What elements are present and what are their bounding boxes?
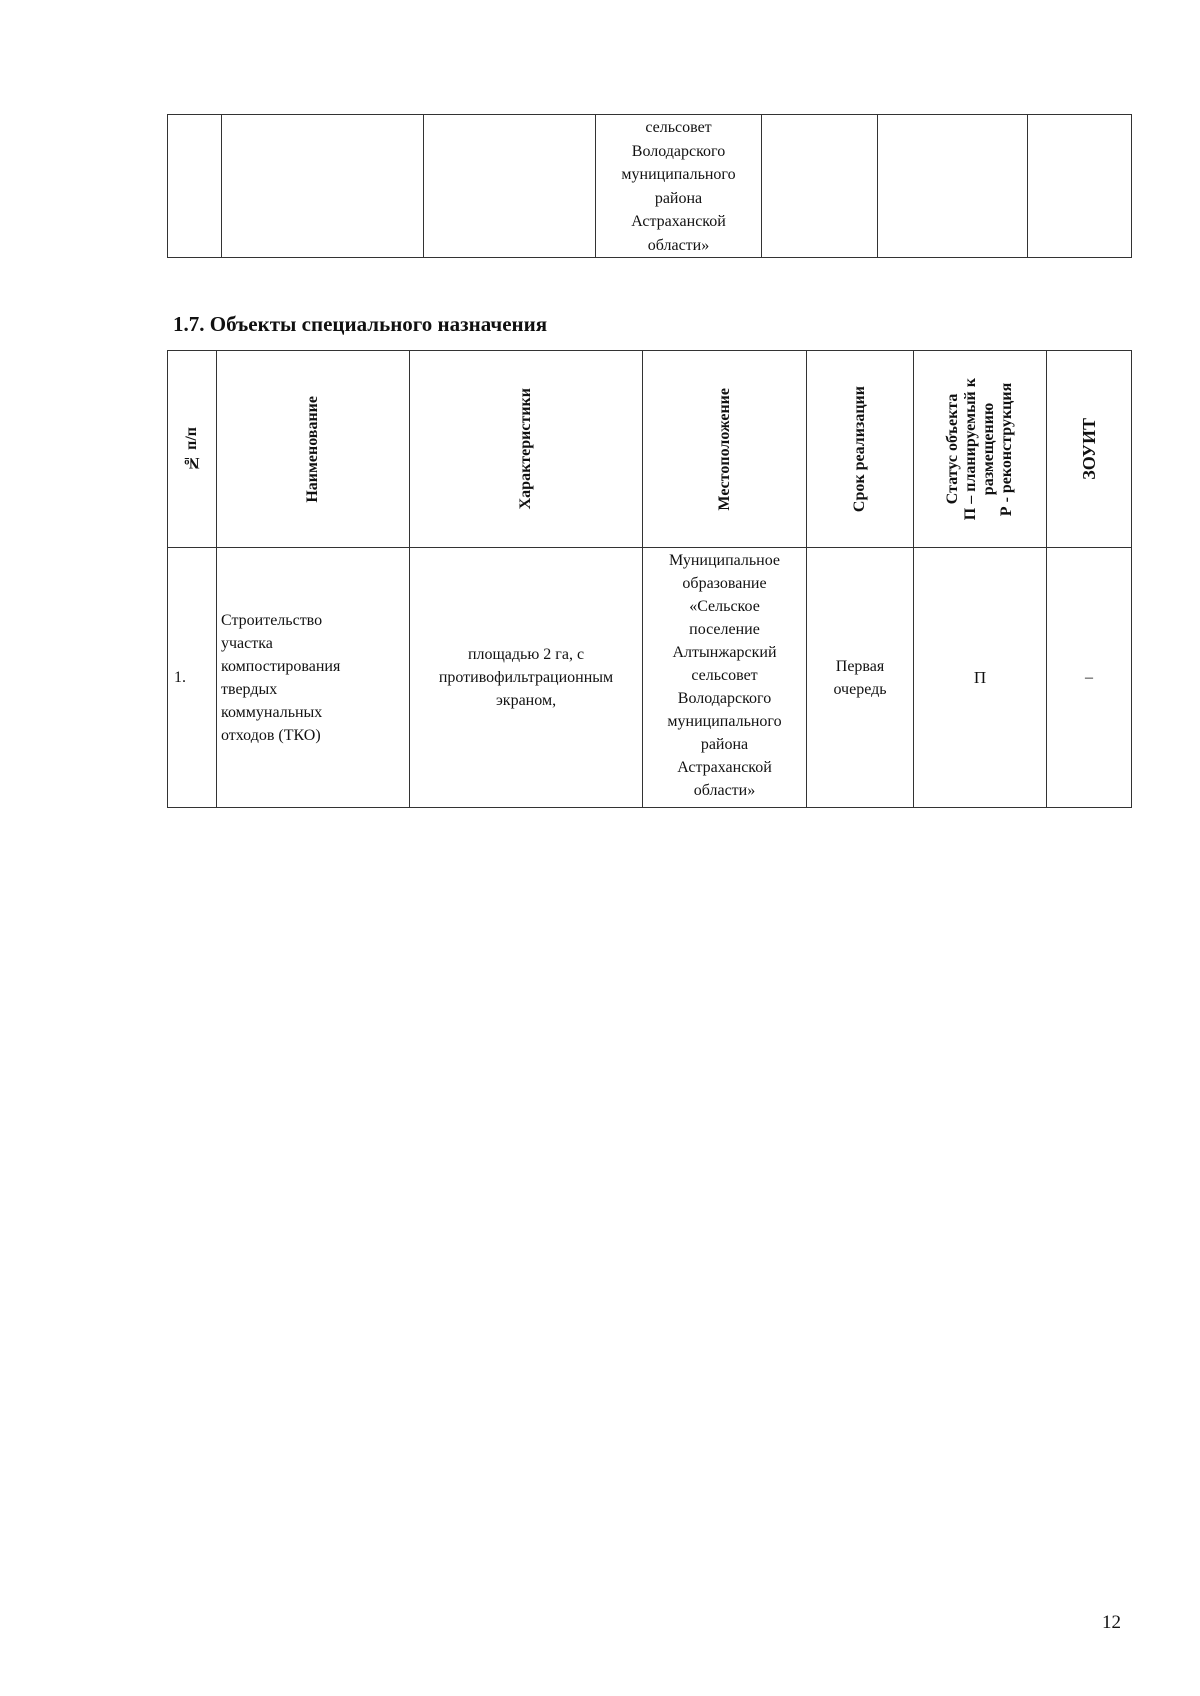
location-cell <box>596 115 762 258</box>
page-number: 12 <box>1102 1612 1121 1633</box>
table-cell <box>168 115 222 258</box>
cell-location: Муниципальное образование «Сельское поселение Алтынжарский сельсовет Володарского муниципального района Астраханской области» <box>643 548 807 808</box>
table-cell <box>878 115 1028 258</box>
cell-status: П <box>914 548 1047 808</box>
table-row <box>168 548 1132 808</box>
table-header-row <box>168 351 1132 548</box>
special-objects-table <box>167 350 1132 808</box>
continuation-table <box>167 114 1132 258</box>
table-cell <box>424 115 596 258</box>
cell-zouit: – <box>1047 548 1132 808</box>
header-status: Статус объекта П – планируемый к размещению Р - реконструкция <box>914 351 1047 548</box>
header-characteristics: Характеристики <box>410 351 643 548</box>
section-title: 1.7. Объекты специального назначения <box>173 312 548 336</box>
header-name: Наименование <box>217 351 410 548</box>
table-cell <box>222 115 424 258</box>
location-text: сельсовет Володарского муниципального района Астраханской области» <box>621 119 736 254</box>
cell-characteristics: площадью 2 га, с противофильтрационным экраном, <box>410 548 643 808</box>
table-row <box>168 115 1132 258</box>
header-term: Срок реализации <box>807 351 914 548</box>
table-cell <box>1028 115 1132 258</box>
header-num: № п/п <box>168 351 217 548</box>
cell-num: 1. <box>168 548 217 808</box>
cell-name: Строительство участка компостирования твердых коммунальных отходов (ТКО) <box>217 548 410 808</box>
table-cell <box>762 115 878 258</box>
cell-term: Первая очередь <box>807 548 914 808</box>
header-location: Местоположение <box>643 351 807 548</box>
header-zouit: ЗОУИТ <box>1047 351 1132 548</box>
